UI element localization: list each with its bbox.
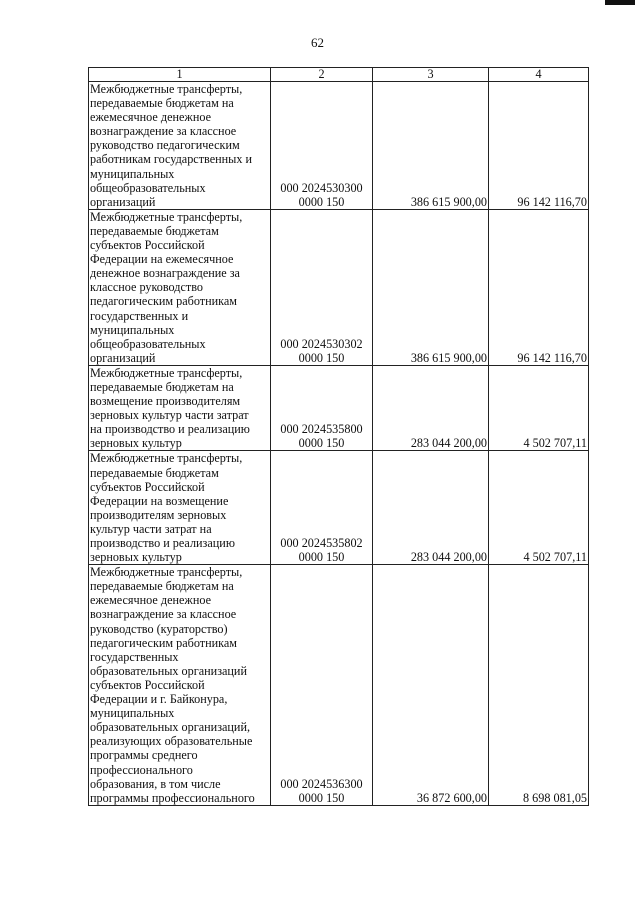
row-name: Межбюджетные трансферты, передаваемые бюджетам субъектов Российской Федерации на ежемесячное денежное вознаграждение за классное руководство педагогическим работникам государственных и муниципальных общеобразовательных организаций [89, 209, 271, 365]
row-name: Межбюджетные трансферты, передаваемые бюджетам на возмещение производителям зерновых культур части затрат на производство и реализацию зерновых культур [89, 365, 271, 451]
row-code: 000 2024535802 0000 150 [271, 451, 373, 565]
row-executed: 4 502 707,11 [489, 451, 589, 565]
column-header-2: 2 [271, 68, 373, 82]
row-amount: 36 872 600,00 [373, 565, 489, 806]
column-header-1: 1 [89, 68, 271, 82]
row-executed: 4 502 707,11 [489, 365, 589, 451]
row-executed: 96 142 116,70 [489, 209, 589, 365]
row-executed: 96 142 116,70 [489, 82, 589, 210]
table-row [89, 565, 589, 806]
row-name: Межбюджетные трансферты, передаваемые бюджетам на ежемесячное денежное вознаграждение за классное руководство (кураторство) педагогическим работникам государственных образовательных организаций субъектов Российской Федерации и г. Байконура, муниципальных образовательных организаций, реализующих образовательные программы среднего профессионального образования, в том числе программы профессионального [89, 565, 271, 806]
row-executed: 8 698 081,05 [489, 565, 589, 806]
row-code: 000 2024530300 0000 150 [271, 82, 373, 210]
row-amount: 283 044 200,00 [373, 365, 489, 451]
table-header-row [89, 68, 589, 82]
page-number: 62 [311, 35, 324, 50]
column-header-4: 4 [489, 68, 589, 82]
table-row [89, 82, 589, 210]
row-code: 000 2024535800 0000 150 [271, 365, 373, 451]
column-header-3: 3 [373, 68, 489, 82]
row-name: Межбюджетные трансферты, передаваемые бюджетам субъектов Российской Федерации на возмещение производителям зерновых культур части затрат на производство и реализацию зерновых культур [89, 451, 271, 565]
row-code: 000 2024536300 0000 150 [271, 565, 373, 806]
row-amount: 283 044 200,00 [373, 451, 489, 565]
budget-table [88, 67, 589, 806]
row-amount: 386 615 900,00 [373, 82, 489, 210]
table-row [89, 209, 589, 365]
row-code: 000 2024530302 0000 150 [271, 209, 373, 365]
row-name: Межбюджетные трансферты, передаваемые бюджетам на ежемесячное денежное вознаграждение за классное руководство педагогическим работникам государственных и муниципальных общеобразовательных организаций [89, 82, 271, 210]
table-row [89, 365, 589, 451]
row-amount: 386 615 900,00 [373, 209, 489, 365]
table-row [89, 451, 589, 565]
corner-mark [605, 0, 635, 5]
